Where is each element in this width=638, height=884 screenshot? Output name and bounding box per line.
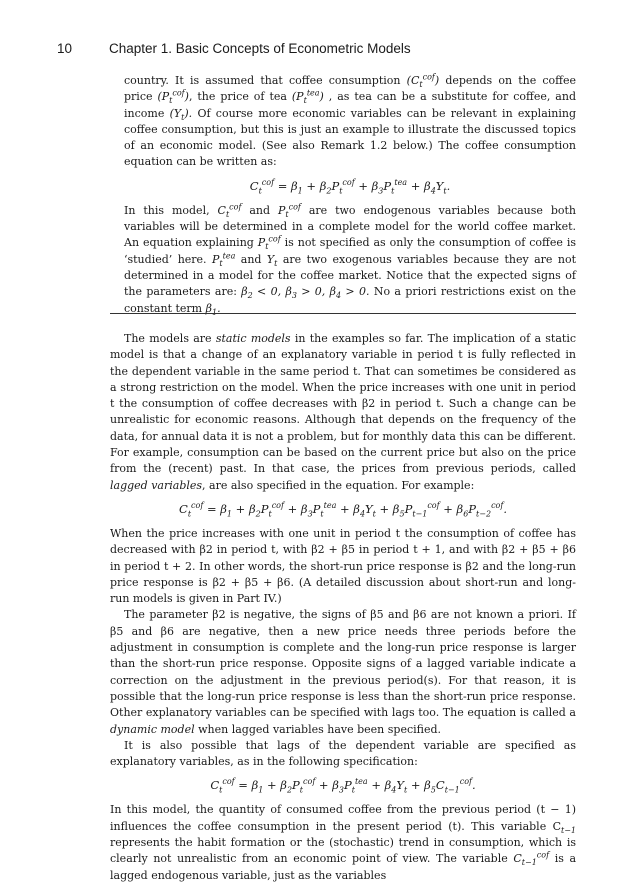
example-text: is not specified as only the consumption of coffee is ‘studied’ here.	[124, 236, 576, 266]
chapter-title: Chapter 1. Basic Concepts of Econometric Models	[109, 41, 411, 56]
equation-2: $C_t^{cof} = \beta_1 + \beta_2P_t^{cof} + \beta_3P_t^{tea} + \beta_4Y_t + \beta_5P_{t-1}^{cof} + \beta_6P_{t-2}^{cof}$.	[179, 501, 507, 519]
equation-3: $C_t^{cof} = \beta_1 + \beta_2P_t^{cof} + \beta_3P_t^{tea} + \beta_4Y_t + \beta_5C_{t-1}^{cof}$.	[210, 777, 476, 795]
example-text: In this model,	[124, 203, 210, 217]
example-box	[124, 73, 576, 317]
body-text: represents the habit formation or the (stochastic) trend in consumption, which is clearly not unrealistic from an economic point of view. The variable	[110, 836, 576, 866]
body-paragraph-1	[110, 331, 576, 494]
math-consumption: $(C_t^{cof})$	[406, 72, 440, 90]
math-tea-price: $(P_t^{tea})$	[291, 88, 324, 106]
emphasis-dynamic-model: dynamic model	[110, 722, 195, 736]
running-header	[57, 41, 577, 56]
body-text: , are also specified in the equation. For example:	[202, 478, 475, 492]
body-text: in the examples so far. The implication of a static model is that a change of an explanatory variable in period t is fully reflected in the dependent variable in the same period t. That can sometimes be considered as a strong restriction on the model. When the price increases with one unit in period t the consumption of coffee decreases with β2 in period t. Such a change can be unrealistic for economic reasons. Although that depends on the frequency of the data, for annual data it is not a problem, but for monthly data this can be different. For example, consumption can be based on the current price but also on the price from the (recent) past. In that case, the prices from previous periods, called	[110, 332, 576, 476]
body-text: In this model, the quantity of consumed coffee from the previous period (t − 1) influences the coffee consumption in the present period (t). This variable C	[110, 803, 576, 833]
example-text: and	[240, 252, 262, 266]
example-text: , the price of tea	[188, 90, 287, 104]
equation-1: $C_t^{cof} = \beta_1 + \beta_2P_t^{cof} + \beta_3P_t^{tea} + \beta_4Y_t$.	[249, 177, 451, 196]
emphasis-static-models: static models	[215, 332, 291, 345]
body-text: is a lagged endogenous variable, just as the variables	[110, 852, 577, 882]
body-paragraph-3	[110, 607, 576, 737]
example-text: Of course more economic variables can be relevant in explaining coffee consumption, but this is just an example to illustrate the discussed topics of an economic model. (See also Remark 1.2 below.) The coffee consumption equation can be written as:	[124, 106, 577, 169]
example-paragraph-2: In this model, $C_t^{cof}$ and $P_t^{cof}$ are two endogenous variables because both variables will be determined in a complete model for the world coffee market. An equation explaining $P_t^{cof}$ is not specified as only the consumption of coffee is ‘studied’ here. $P_t^{tea}$ and $Y_t$ are two exogenous variables because they are not determined in a model for the coffee market. Notice that the expected signs of the parameters are: $\beta_2 < 0$, $\beta_3 > 0$, $\beta_4 > 0$. No a priori restrictions exist on the constant term $\beta_1$.	[124, 202, 577, 317]
emphasis-lagged-variables: lagged variables	[110, 478, 203, 492]
example-paragraph-1	[124, 73, 576, 171]
example-text: No a priori restrictions exist on the constant term	[124, 285, 576, 315]
main-text	[110, 331, 576, 884]
example-text: are two exogenous variables because they are not determined in a model for the coffee market. Notice that the expected signs of the parameters are:	[124, 252, 576, 299]
body-text: The models are	[124, 332, 212, 345]
example-text: depends on the coffee price	[124, 74, 577, 104]
box-divider	[110, 313, 576, 314]
body-paragraph-4: It is also possible that lags of the dependent variable are specified as explanatory variables, as in the following specification:	[110, 738, 576, 769]
body-text: when lagged variables have been specified.	[198, 722, 442, 736]
example-text: and	[249, 203, 271, 217]
example-text: are two endogenous variables because both variables will be determined in a complete model for the world coffee market. An equation explaining	[124, 203, 577, 250]
body-text: The parameter β2 is negative, the signs of β5 and β6 are not known a priori. If β5 and β6 are negative, then a new price needs three periods before the adjustment in consumption is complete and the long-run price response is larger than the short-run price response. Opposite signs of a lagged variable indicate a correction on the adjustment in the previous period(s). For that reason, it is possible that the long-run price response is less than the short-run price response. Other explanatory variables can be specified with lags too. The equation is called a	[110, 608, 576, 720]
math-income: $(Y_t)$.	[169, 106, 193, 122]
example-text: , as tea can be a substitute for coffee, and income	[124, 90, 576, 120]
body-paragraph-2: When the price increases with one unit in period t the consumption of coffee has decreased with β2 in period t, with β2 + β5 in period t + 1, and with β2 + β5 + β6 in period t + 2. In other words, the short-run price response is β2 and the long-run price response is β2 + β5 + β6. (A detailed discussion about short-run and long-run models is given in Part IV.)	[110, 526, 576, 606]
example-text: country. It is assumed that coffee consumption	[124, 74, 401, 87]
page-number: 10	[57, 41, 73, 56]
body-paragraph-5: In this model, the quantity of consumed coffee from the previous period (t − 1) influences the coffee consumption in the present period (t). This variable $C_{t-1}$ represents the habit formation or the (stochastic) trend in consumption, which is clearly not unrealistic from an economic point of view. The variable $C_{t-1}^{cof}$ is a lagged endogenous variable, just as the variables	[110, 803, 577, 882]
math-coffee-price: $(P_t^{cof})$	[157, 88, 189, 106]
